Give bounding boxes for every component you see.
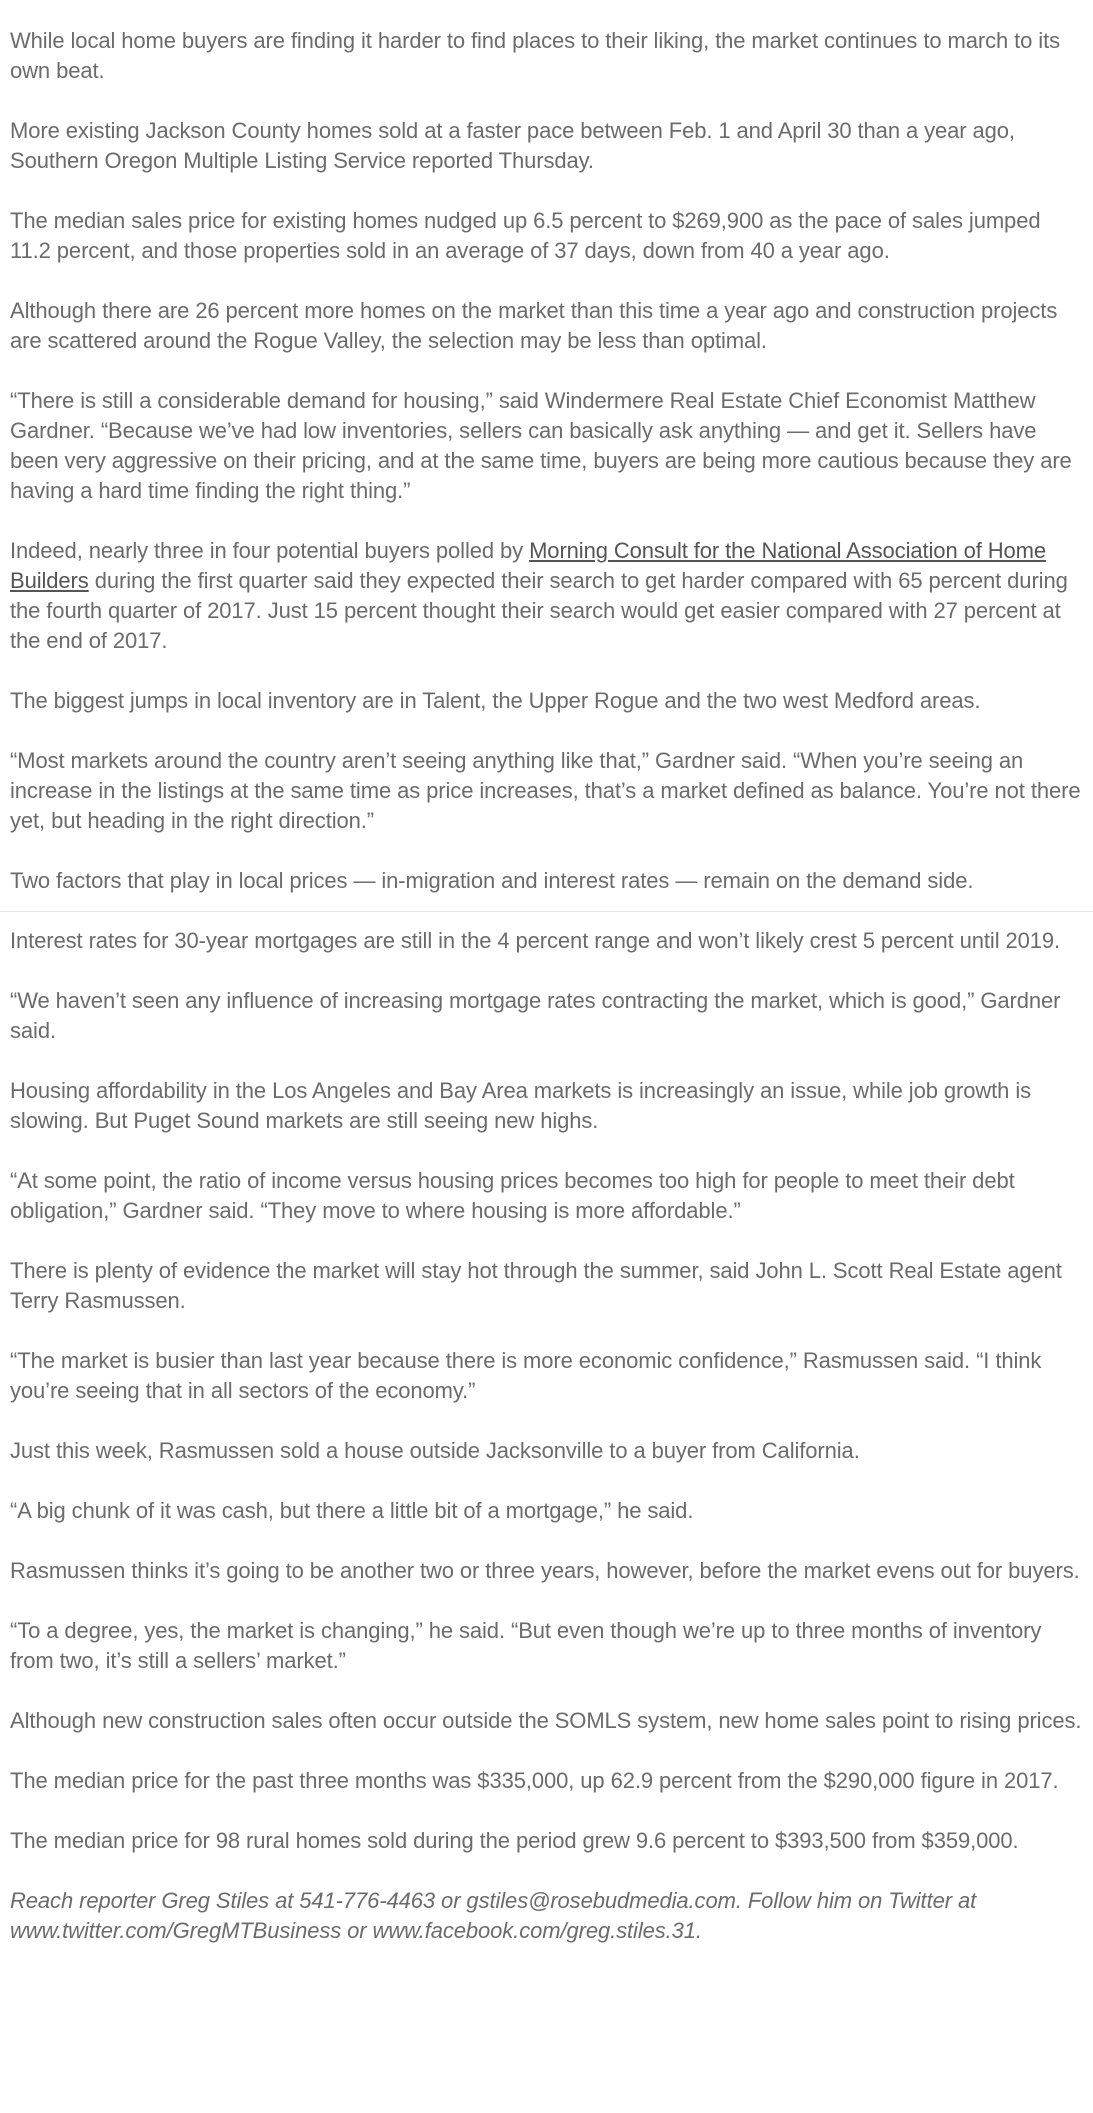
article-paragraph: Rasmussen thinks it’s going to be another two or three years, however, before the market evens out for buyers. [10,1558,1080,1583]
article-paragraph: “A big chunk of it was cash, but there a little bit of a mortgage,” he said. [10,1498,694,1523]
article-paragraph: While local home buyers are finding it harder to find places to their liking, the market continues to march to its own beat. [10,28,1061,83]
article-paragraph: “At some point, the ratio of income versus housing prices becomes too high for people to meet their debt obligation,” Gardner said. “They move to where housing is more affordable.” [10,1168,1015,1223]
article-paragraph: More existing Jackson County homes sold at a faster pace between Feb. 1 and April 30 than a year ago, Southern Oregon Multiple Listing Service reported Thursday. [10,118,1015,173]
paragraph-text: Indeed, nearly three in four potential buyers polled by [10,538,530,563]
article-paragraph: Although there are 26 percent more homes on the market than this time a year ago and construction projects are scattered around the Rogue Valley, the selection may be less than optimal. [10,298,1058,353]
article-paragraph: “There is still a considerable demand for housing,” said Windermere Real Estate Chief Economist Matthew Gardner. “Because we’ve had low inventories, sellers can basically ask anything — and get it. Sellers have been very aggressive on their pricing, and at the same time, buyers are being more cautious because they are having a hard time finding the right thing.” [10,388,1072,503]
section-divider [0,911,1093,912]
article-paragraph: “To a degree, yes, the market is changing,” he said. “But even though we’re up to three months of inventory from two, it’s still a sellers’ market.” [10,1618,1042,1673]
article-paragraph: The biggest jumps in local inventory are in Talent, the Upper Rogue and the two west Medford areas. [10,688,981,713]
article-paragraph: Just this week, Rasmussen sold a house outside Jacksonville to a buyer from California. [10,1438,860,1463]
article-paragraph: Two factors that play in local prices — in-migration and interest rates — remain on the demand side. [10,868,974,893]
article-paragraph: The median price for 98 rural homes sold during the period grew 9.6 percent to $393,500 from $359,000. [10,1828,1019,1853]
article-paragraph: “Most markets around the country aren’t seeing anything like that,” Gardner said. “When you’re seeing an increase in the listings at the same time as price increases, that’s a market defined as balance. You’re not there yet, but heading in the right direction.” [10,748,1081,833]
article-paragraph-with-link [10,536,1083,656]
article-paragraph: Interest rates for 30-year mortgages are still in the 4 percent range and won’t likely crest 5 percent until 2019. [10,928,1061,953]
paragraph-text: during the first quarter said they expected their search to get harder compared with 65 percent during the fourth quarter of 2017. Just 15 percent thought their search would get easier compared with 27 percent at the end of 2017. [10,568,1068,653]
reporter-contact-footer: Reach reporter Greg Stiles at 541-776-4463 or gstiles@rosebudmedia.com. Follow him on Twitter at www.twitter.com/GregMTBusiness or www.facebook.com/greg.stiles.31. [10,1888,977,1943]
article-paragraph: “The market is busier than last year because there is more economic confidence,” Rasmussen said. “I think you’re seeing that in all sectors of the economy.” [10,1348,1042,1403]
article-paragraph: Although new construction sales often occur outside the SOMLS system, new home sales point to rising prices. [10,1708,1082,1733]
article-paragraph: The median sales price for existing homes nudged up 6.5 percent to $269,900 as the pace of sales jumped 11.2 percent, and those properties sold in an average of 37 days, down from 40 a year ago. [10,208,1041,263]
article-paragraph: The median price for the past three months was $335,000, up 62.9 percent from the $290,000 figure in 2017. [10,1768,1059,1793]
nahb-survey-link[interactable]: Morning Consult for the National Association of Home Builders [10,538,1047,593]
article-paragraph: “We haven’t seen any influence of increasing mortgage rates contracting the market, which is good,” Gardner said. [10,988,1061,1043]
article-paragraph: Housing affordability in the Los Angeles and Bay Area markets is increasingly an issue, while job growth is slowing. But Puget Sound markets are still seeing new highs. [10,1078,1032,1133]
article-paragraph: There is plenty of evidence the market will stay hot through the summer, said John L. Scott Real Estate agent Terry Rasmussen. [10,1258,1062,1313]
